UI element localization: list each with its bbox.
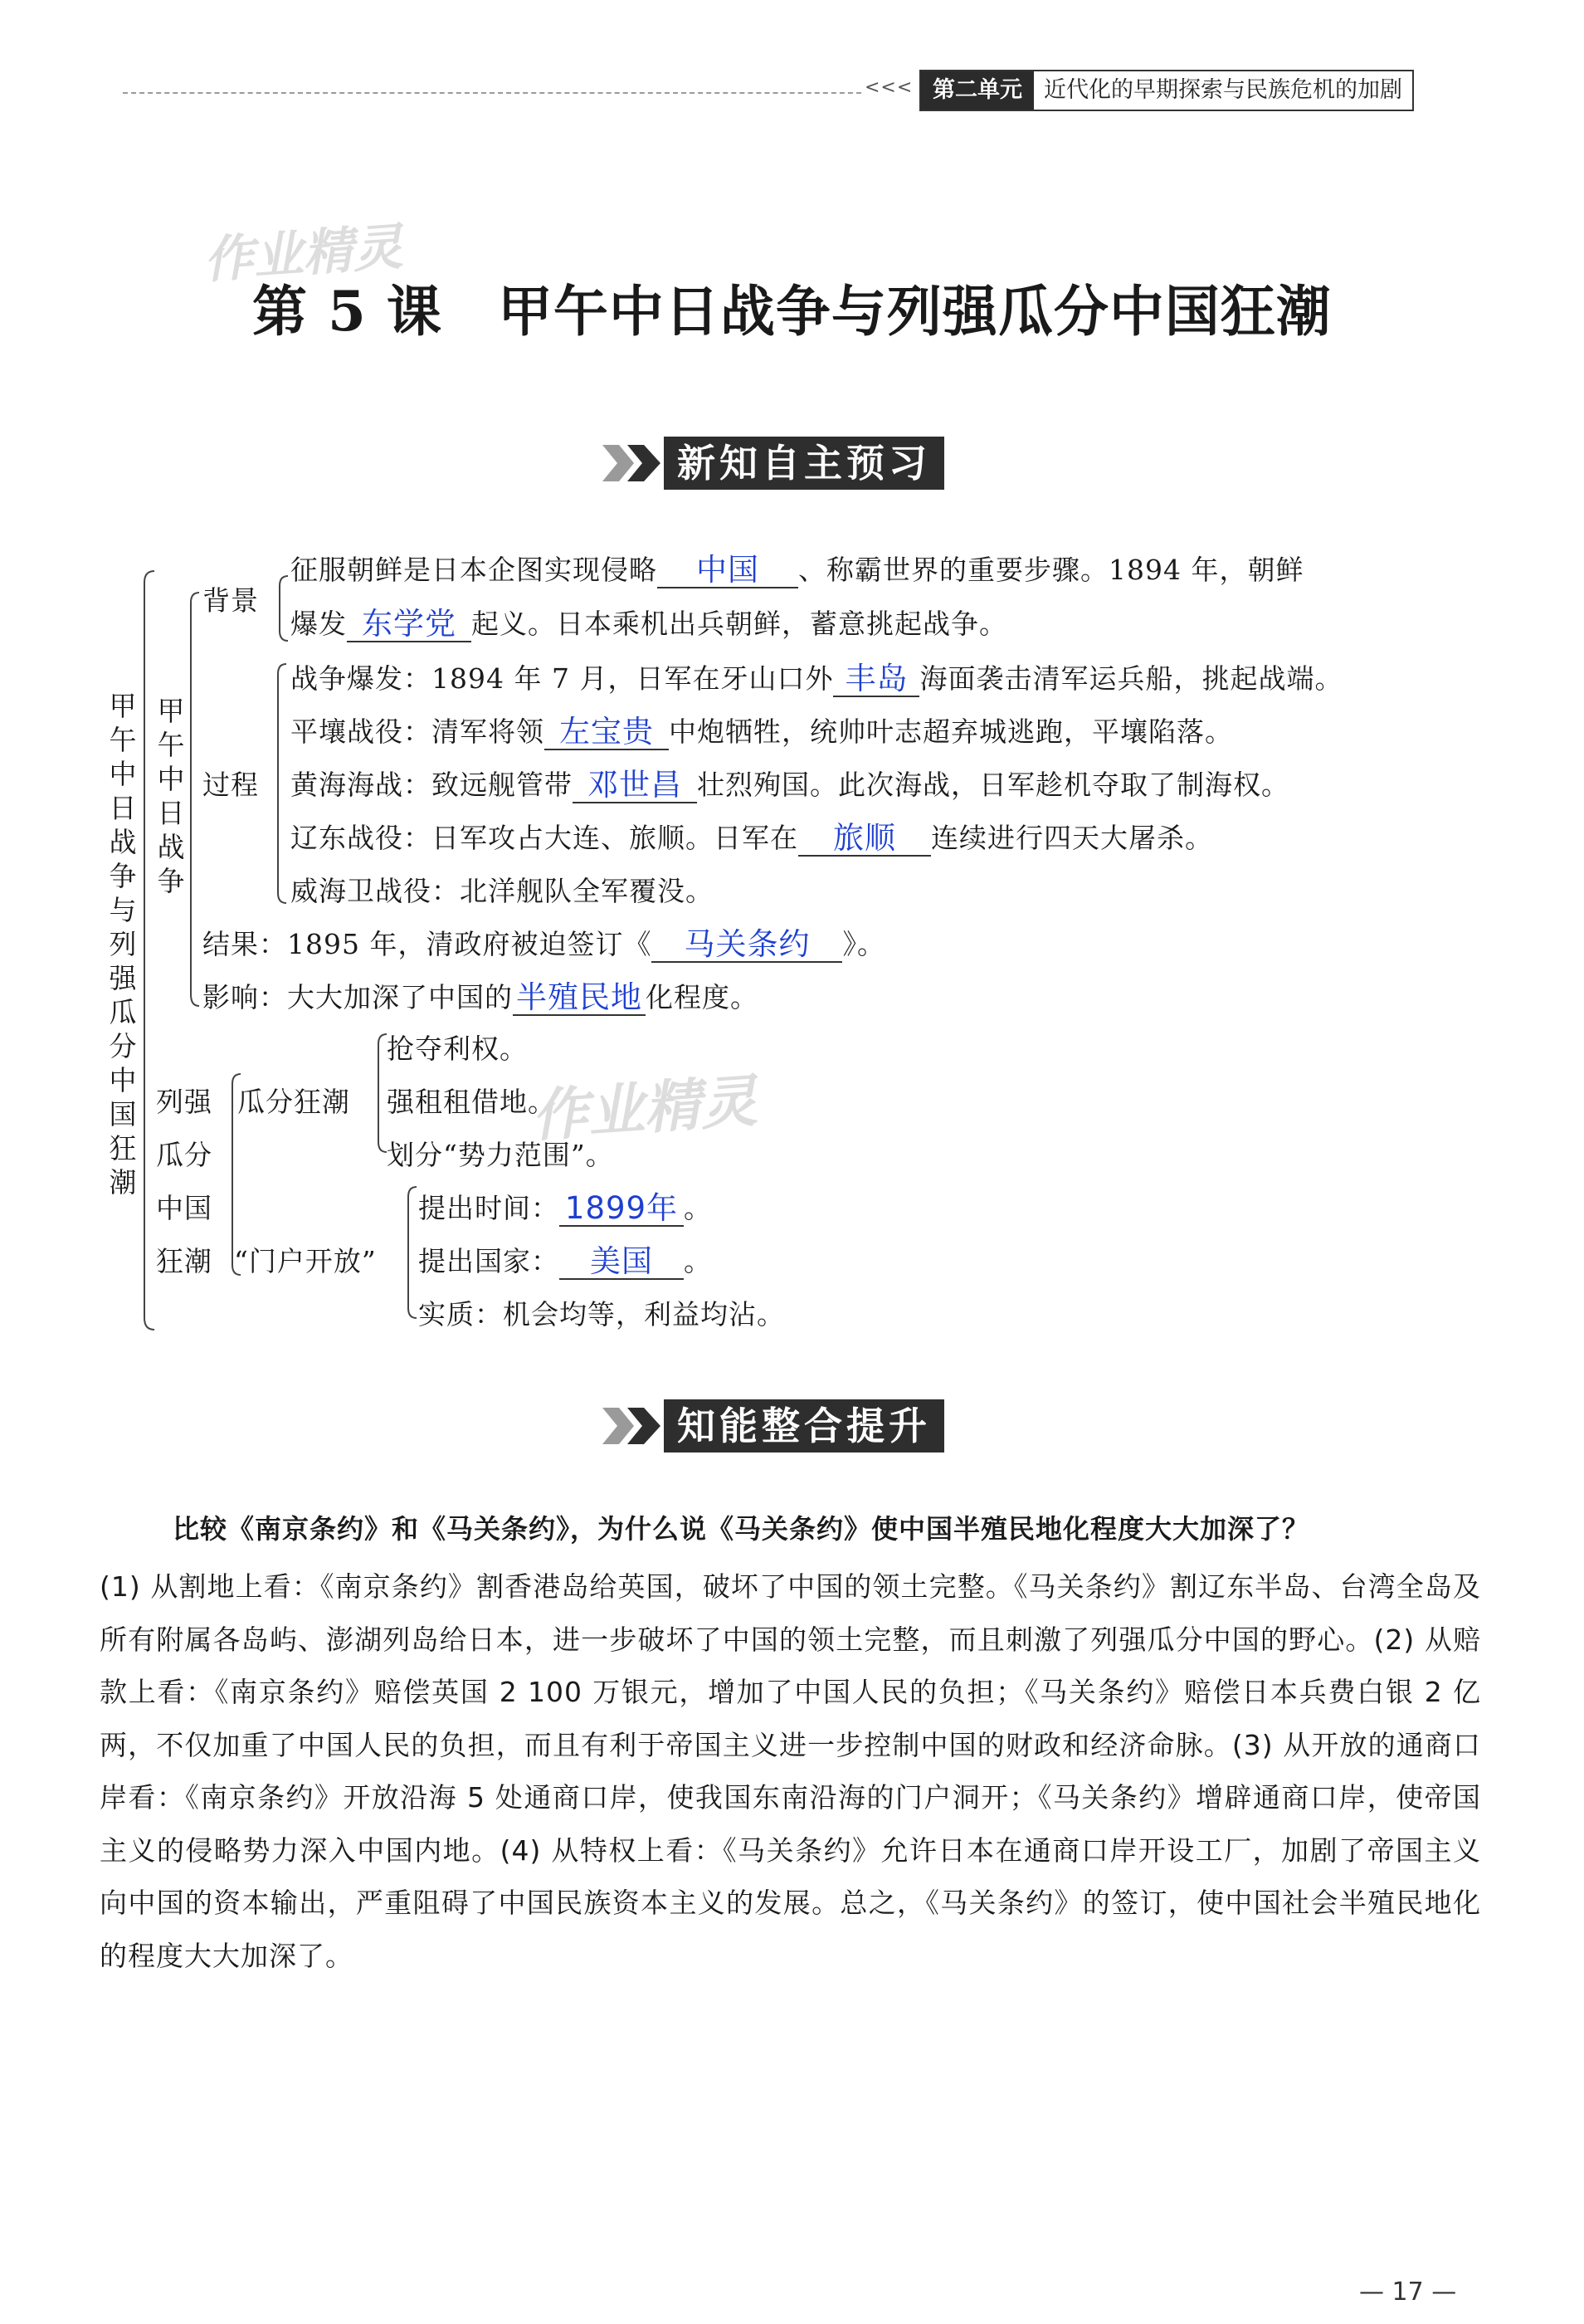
answer-blank: 半殖民地 <box>513 981 646 1016</box>
essay-question: 比较《南京条约》和《马关条约》，为什么说《马关条约》使中国半殖民地化程度大大加深了？ <box>173 1513 1310 1545</box>
background-label: 背景 <box>202 584 259 617</box>
answer-blank: 邓世昌 <box>573 769 697 803</box>
answer-blank: 丰岛 <box>833 662 919 697</box>
open-door-label: “门户开放” <box>234 1245 377 1277</box>
partition-label: 瓜分狂潮 <box>237 1086 350 1118</box>
process-yellow-sea: 黄海海战：致远舰管带 邓世昌 壮烈殉国。此次海战，日军趁机夺取了制海权。 <box>290 767 1289 803</box>
answer-blank: 东学党 <box>347 608 471 642</box>
double-chevron-icon <box>599 1399 664 1452</box>
answer-blank: 左宝贵 <box>544 715 669 750</box>
open-door-essence: 实质：机会均等，利益均沾。 <box>418 1298 785 1330</box>
essay-answer: (1) 从割地上看：《南京条约》割香港岛给英国，破坏了中国的领土完整。《马关条约》割辽东半岛、台湾全岛及所有附属各岛屿、澎湖列岛给日本，进一步破坏了中国的领土完整，而且刺激了列强瓜分中国的野心。(2) 从赔款上看：《南京条约》赔偿英国 2 100 万银元，增加了中国人民的负担；《马关条约》赔偿日本兵费白银 2 亿两，不仅加重了中国人民的负担，而且有利于帝国主义进一步控制中国的财政和经济命脉。(3) 从开放的通商口岸看：《南京条约》开放沿海 5 处通商口岸，使我国东南沿海的门户洞开；《马关条约》增辟通商口岸，使帝国主义的侵略势力深入中国内地。(4) 从特权上看：《马关条约》允许日本在通商口岸开设工厂，加剧了帝国主义向中国的资本输出，严重阻碍了中国民族资本主义的发展。总之，《马关条约》的签订，使中国社会半殖民地化的程度大大加深了。 <box>100 1570 1481 1972</box>
answer-blank: 中国 <box>657 554 798 588</box>
section-integrate-label: 知能整合提升 <box>664 1399 944 1452</box>
powers-label-4: 狂潮 <box>156 1245 212 1277</box>
process-label: 过程 <box>202 769 259 801</box>
mindmap-root-label: 甲午中日战争与列强瓜分中国狂潮 <box>109 690 137 1199</box>
powers-label-3: 中国 <box>156 1192 212 1224</box>
partition-item-3: 划分“势力范围”。 <box>387 1139 614 1171</box>
background-line-2: 爆发 东学党 起义。日本乘机出兵朝鲜，蓄意挑起战争。 <box>290 606 1007 642</box>
unit-label: 第二单元 <box>921 71 1034 110</box>
section-preview-label: 新知自主预习 <box>664 437 944 490</box>
lesson-title: 第 5 课 甲午中日战争与列强瓜分中国狂潮 <box>252 279 1332 344</box>
answer-blank: 1899年 <box>559 1192 684 1227</box>
process-outbreak: 战争爆发：1894 年 7 月，日军在牙山口外 丰岛 海面袭击清军运兵船，挑起战端。 <box>290 661 1343 696</box>
answer-blank: 旅顺 <box>798 822 931 857</box>
war-result: 结果：1895 年，清政府被迫签订《 马关条约 》。 <box>202 926 885 962</box>
answer-blank: 马关条约 <box>651 928 842 963</box>
war-branch-label: 甲午中日战争 <box>157 695 185 897</box>
partition-item-1: 抢夺利权。 <box>387 1033 528 1065</box>
watermark-mid: 作业精灵 <box>529 1068 759 1150</box>
process-liaodong: 辽东战役：日军攻占大连、旅顺。日军在 旅顺 连续进行四天大屠杀。 <box>290 820 1213 856</box>
powers-label-2: 瓜分 <box>156 1139 212 1171</box>
process-weihaiwei: 威海卫战役：北洋舰队全军覆没。 <box>290 875 714 907</box>
background-line-1: 征服朝鲜是日本企图实现侵略 中国 、称霸世界的重要步骤。1894 年，朝鲜 <box>290 552 1304 588</box>
war-impact: 影响：大大加深了中国的 半殖民地 化程度。 <box>202 979 758 1015</box>
answer-blank: 美国 <box>559 1245 684 1280</box>
page-number: — 17 — <box>1359 2278 1457 2307</box>
powers-label-1: 列强 <box>156 1086 212 1118</box>
section-integrate-header <box>599 1399 944 1452</box>
process-pyongyang: 平壤战役：清军将领 左宝贵 中炮牺牲，统帅叶志超弃城逃跑，平壤陷落。 <box>290 714 1233 749</box>
partition-item-2: 强租租借地。 <box>387 1086 556 1118</box>
watermark-top: 作业精灵 <box>202 217 405 290</box>
open-door-time: 提出时间： 1899年 。 <box>418 1190 712 1226</box>
open-door-country: 提出国家： 美国 。 <box>418 1243 712 1279</box>
header-arrows: <<< <box>865 77 914 98</box>
unit-title: 近代化的早期探索与民族危机的加剧 <box>1034 71 1412 110</box>
